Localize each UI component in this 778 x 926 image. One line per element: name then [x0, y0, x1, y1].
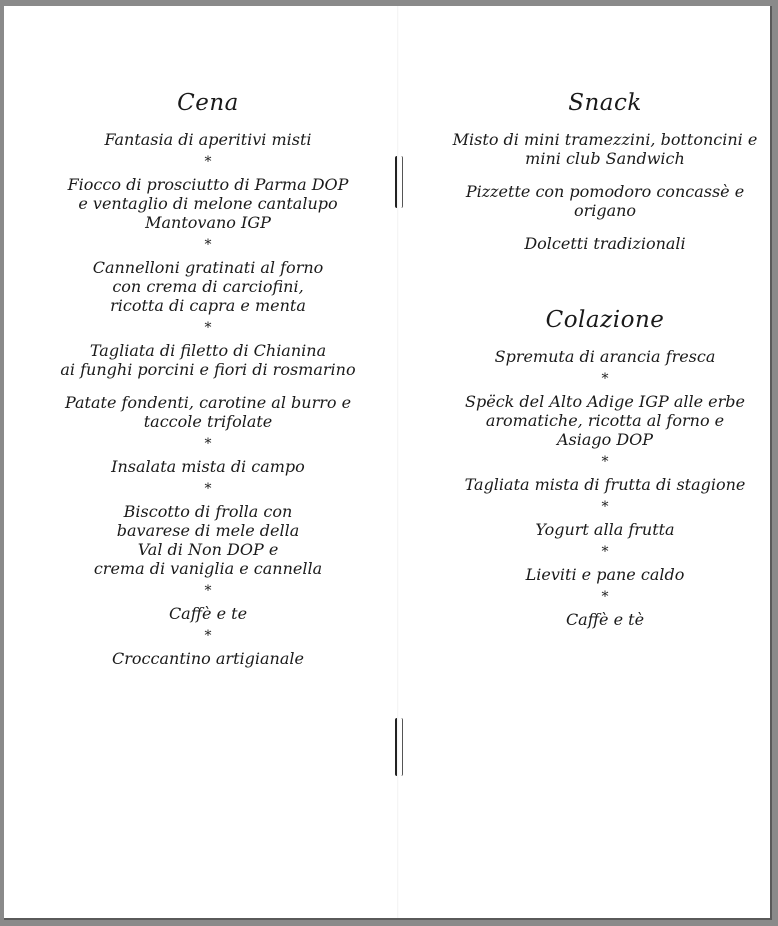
- separator-star: *: [204, 154, 212, 170]
- separator-star: *: [601, 454, 609, 470]
- staple-top: [395, 156, 403, 208]
- staple-bottom: [395, 718, 403, 776]
- colazione-item: Tagliata mista di frutta di stagione: [464, 475, 746, 494]
- cena-item: Croccantino artigianale: [112, 649, 304, 668]
- separator-star: *: [204, 436, 212, 452]
- snack-heading: Snack: [568, 90, 642, 116]
- separator-star: *: [601, 589, 609, 605]
- cena-item: Fiocco di prosciutto di Parma DOP e ventaglio di melone cantalupo Mantovano IGP: [67, 175, 349, 232]
- colazione-item: Spëck del Alto Adige IGP alle erbe aromatiche, ricotta al forno e Asiago DOP: [465, 392, 745, 449]
- colazione-item: Yogurt alla frutta: [535, 520, 675, 539]
- separator-star: *: [601, 544, 609, 560]
- colazione-item: Lieviti e pane caldo: [525, 565, 685, 584]
- cena-item: Insalata mista di campo: [111, 457, 305, 476]
- cena-item: Fantasia di aperitivi misti: [104, 130, 312, 149]
- separator-star: *: [204, 481, 212, 497]
- cena-item: Caffè e te: [168, 604, 248, 623]
- cena-item: Tagliata di filetto di Chianina ai funghi porcini e fiori di rosmarino: [60, 341, 356, 379]
- separator-star: *: [601, 499, 609, 515]
- snack-item: Dolcetti tradizionali: [524, 234, 686, 253]
- separator-star: *: [204, 320, 212, 336]
- right-column: [440, 90, 770, 629]
- snack-item: Misto di mini tramezzini, bottoncini e mini club Sandwich: [452, 130, 758, 168]
- colazione-section: [440, 307, 770, 629]
- menu-sheet: [4, 6, 772, 920]
- separator-star: *: [204, 628, 212, 644]
- cena-item: Biscotto di frolla con bavarese di mele della Val di Non DOP e crema di vaniglia e cannella: [93, 502, 323, 578]
- snack-item: Pizzette con pomodoro concassè e origano: [465, 182, 745, 220]
- separator-star: *: [204, 237, 212, 253]
- colazione-item: Spremuta di arancia fresca: [494, 347, 716, 366]
- cena-heading: Cena: [177, 90, 239, 116]
- cena-column: [48, 90, 368, 668]
- separator-star: *: [204, 583, 212, 599]
- cena-item: Patate fondenti, carotine al burro e taccole trifolate: [64, 393, 352, 431]
- page-fold: [397, 6, 399, 918]
- cena-item: Cannelloni gratinati al forno con crema di carciofini, ricotta di capra e menta: [92, 258, 324, 315]
- colazione-item: Caffè e tè: [565, 610, 645, 629]
- colazione-heading: Colazione: [545, 307, 665, 333]
- separator-star: *: [601, 371, 609, 387]
